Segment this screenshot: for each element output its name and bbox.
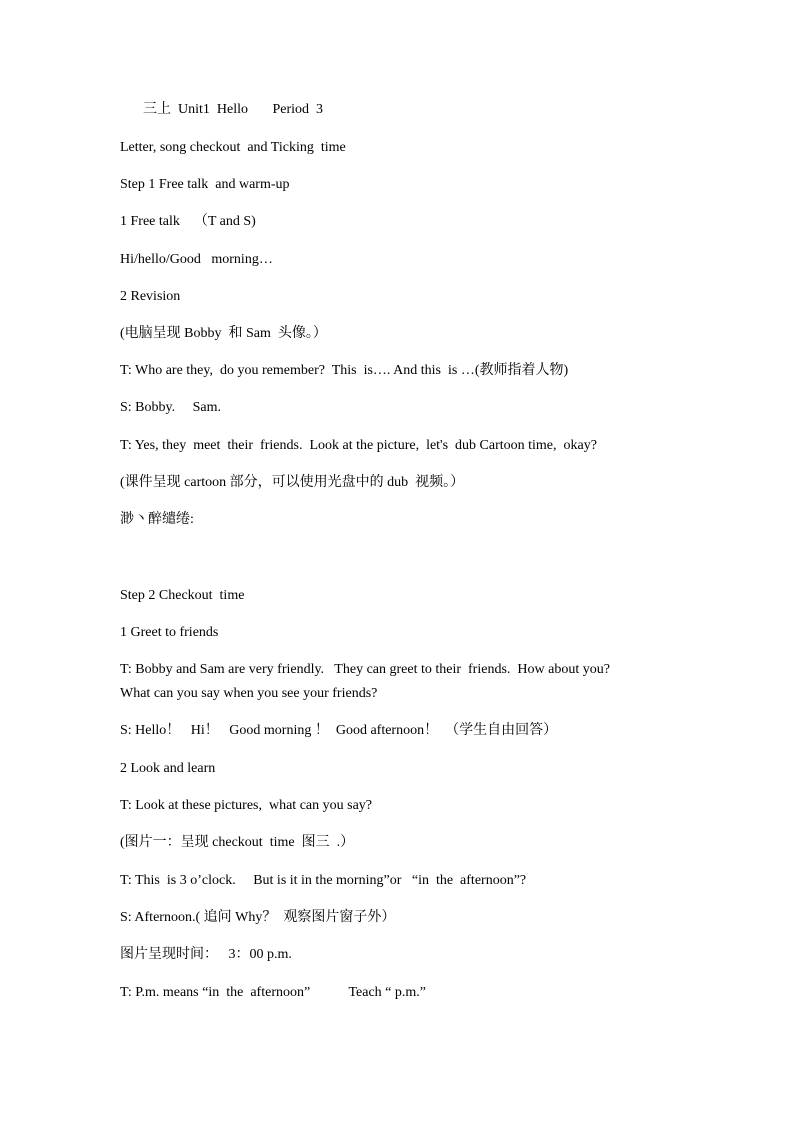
text-line: S: Hello！ Hi！ Good morning ！ Good afternoon！ （学生自由回答） <box>120 723 558 738</box>
text-line: 1 Free talk （T and S) <box>120 214 256 229</box>
text-line: 渺丶醉缱绻: <box>120 512 194 527</box>
document-subtitle: Letter, song checkout and Ticking time <box>120 140 346 155</box>
text-line: 1 Greet to friends <box>120 625 219 640</box>
text-line: S: Afternoon.( 追问 Why？ 观察图片窗子外） <box>120 910 396 925</box>
text-line: Hi/hello/Good morning… <box>120 252 273 267</box>
text-line: T: Yes, they meet their friends. Look at the picture, let's dub Cartoon time, okay? <box>120 438 597 453</box>
text-line: 2 Look and learn <box>120 761 216 776</box>
text-line: 2 Revision <box>120 289 181 304</box>
text-line: 图片呈现时间： 3：00 p.m. <box>120 947 292 962</box>
text-line: T: Bobby and Sam are very friendly. They can greet to their friends. How about you? <box>120 662 610 677</box>
step-heading: Step 1 Free talk and warm-up <box>120 177 290 192</box>
text-line: T: Who are they, do you remember? This is…. And this is …(教师指着人物) <box>120 363 569 378</box>
text-line: T: P.m. means “in the afternoon” Teach “ p.m.” <box>120 985 426 1000</box>
document-title: 三上 Unit1 Hello Period 3 <box>143 102 324 117</box>
text-line: T: This is 3 o’clock. But is it in the morning”or “in the afternoon”? <box>120 873 527 888</box>
text-line: (课件呈现 cartoon 部分，可以使用光盘中的 dub 视频。） <box>120 475 465 490</box>
text-line: S: Bobby. Sam. <box>120 400 221 415</box>
text-line: T: Look at these pictures, what can you say? <box>120 798 372 813</box>
text-line: What can you say when you see your friends? <box>120 686 378 701</box>
text-line: (图片一：呈现 checkout time 图三 .） <box>120 835 355 850</box>
text-line: (电脑呈现 Bobby 和 Sam 头像。） <box>120 326 327 341</box>
step-heading: Step 2 Checkout time <box>120 588 245 603</box>
